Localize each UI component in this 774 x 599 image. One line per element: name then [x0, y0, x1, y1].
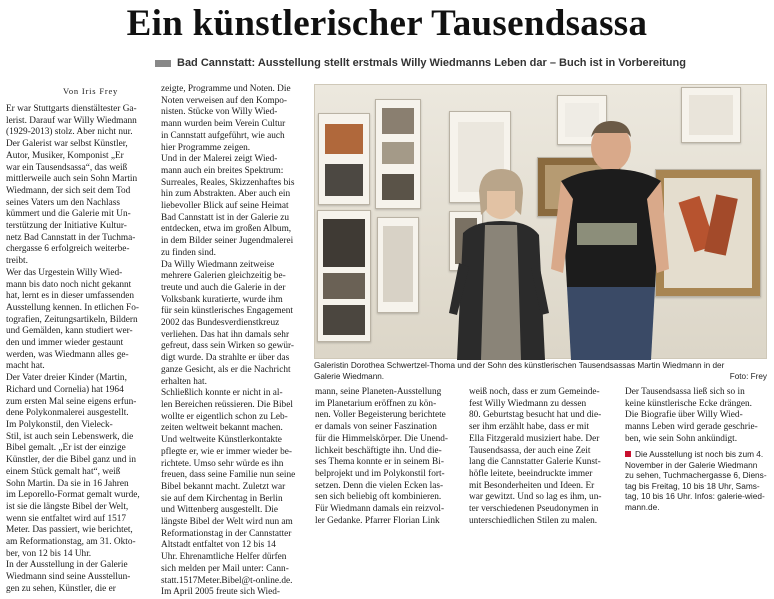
article-text-line: terstützung der Initiative Kultur- [6, 221, 127, 232]
article-text-line: hier Programme zeigen. [161, 142, 251, 153]
article-text-line: Autor, Musiker, Komponist „Er [6, 150, 124, 161]
article-text-line: setzen. Denn die vielen Ecken las- [315, 480, 444, 491]
exhibition-info-box [625, 449, 771, 513]
article-text-line: und Wittenberg ausgestellt. Die [161, 505, 279, 516]
article-text-line: belprojekt und im Polykonstil fort- [315, 468, 445, 479]
article-text-line: mann wurden beim Verein Cultur [161, 119, 286, 130]
article-text-line: treibt. [6, 256, 28, 267]
article-text-line: verliehen. Das hat ihn damals sehr [161, 329, 290, 340]
article-text-line: tografien, Zeitungsartikeln, Bildern [6, 314, 138, 325]
article-text-line: netz Bad Cannstatt in der Tuchma- [6, 232, 136, 243]
article-text-line: werden, was Wiedmann alles ge- [6, 349, 129, 360]
article-text-line: und Gemälden, kann studiert wer- [6, 326, 133, 337]
article-text-line: In der Ausstellung in der Galerie [6, 560, 128, 571]
article-text-line: im Leporello-Format gemalt wurde, [6, 490, 140, 501]
article-text-line: richtete. Umso sehr würde es ihn [161, 458, 284, 469]
info-line-4: tag bis Freitag, 10 bis 18 Uhr, Sams- [625, 480, 760, 491]
article-text-line: Da Willy Wiedmann zeitweise [161, 259, 275, 270]
article-text-line: Im Polykonstil, den Vieleck- [6, 419, 113, 430]
article-text-line: wollte er eigentlich schon zu Leb- [161, 411, 288, 422]
article-text-line: Der Tausendsassa ließ sich so in [625, 387, 745, 397]
article-text-line: Sohn Martin. Da sie in 16 Jahren [6, 478, 129, 489]
article-text-line: mittlerweile auch sein Sohn Martin [6, 174, 138, 185]
exhibit-panel [318, 113, 370, 205]
article-text-line: entdecken, etwa im großen Album, [161, 224, 292, 235]
article-column-2 [161, 84, 311, 598]
article-text-line: den und immer wieder gestaunt [6, 338, 124, 349]
photo-caption [314, 361, 767, 382]
article-text-line: macht hat. [6, 361, 45, 372]
article-text-line: Schließlich konnte er nicht in al- [161, 388, 283, 399]
article-text-line: dene Polykonmalerei ausgestellt. [6, 408, 129, 419]
article-text-line: sie auf dem Kirchentag in Berlin [161, 493, 283, 504]
article-text-line: Er war Stuttgarts dienstältester Ga- [6, 104, 137, 114]
article-column-5 [625, 387, 771, 449]
caption-line-2: Galerie Wiedmann. [314, 371, 385, 381]
article-text-line: unterschiedlichen Stilen zu malen. [469, 515, 598, 526]
article-text-line: höfle leitete, beeindruckte immer [469, 468, 593, 479]
article-text-line: Wiedmann sind seine Ausstellun- [6, 572, 131, 583]
abstract-painting [655, 169, 761, 297]
article-text-line: Und weltweite Künstlerkontakte [161, 435, 282, 446]
article-text-line: Tausendsassa, der auch eine Zeit [469, 445, 591, 456]
article-text-line: pflegte er, wie er immer wieder be- [161, 446, 293, 457]
article-text-line: Wer das Urgestein Willy Wied- [6, 267, 123, 278]
article-text-line: erhalten hat. [161, 376, 207, 387]
article-column-4 [469, 387, 619, 526]
article-text-line: ber, von 12 bis 14 Uhr. [6, 548, 92, 559]
article-text-line: lichkeit beschäftigte ihn. Und die- [315, 445, 442, 456]
article-text-line: für die Himmelskörper. Die Unend- [315, 433, 448, 444]
info-marker-icon [625, 451, 631, 457]
article-text-line: Ella Fitzgerald musiziert habe. Der [469, 433, 600, 444]
article-text-line: sen sich beliebig oft kombinieren. [315, 492, 442, 503]
article-text-line: gefreut, dass sein Wirken so gewür- [161, 341, 295, 352]
article-text-line: mann, seine Planeten-Ausstellung [315, 387, 442, 397]
exhibit-panel [375, 99, 421, 209]
article-text-line: gen zu sehen, Künstler, die er [6, 583, 116, 594]
article-text-line: statt.1517Meter.Bibel@t-online.de. [161, 575, 293, 586]
article-text-line: am Reformationstag, am 31. Okto- [6, 537, 136, 548]
article-text-line: Bibel bekannt macht. Zuletzt war [161, 481, 286, 492]
article-text-line: ist sie die längste Bibel der Welt, [6, 501, 129, 512]
article-text-line: len Bereichen reüssieren. Die Bibel [161, 399, 293, 410]
article-text-line: kümmert und die Galerie mit Un- [6, 209, 131, 220]
article-text-line: 80. Geburtstag besucht hat und die- [469, 410, 602, 421]
article-text-line: ben, wie sein Sohn ankündigt. [625, 433, 738, 444]
article-text-line: ganze Gesicht, als er die Nachricht [161, 364, 291, 375]
article-text-line: manns Leben wird gerade geschrie- [625, 422, 758, 433]
article-text-line: freuen, dass seine Familie nun seine [161, 470, 296, 481]
article-text-line: seines Vaters um den Nachlass [6, 197, 120, 208]
subline-text: Bad Cannstatt: Ausstellung stellt erstmals Willy Wiedmanns Leben dar – Buch ist in Vorbereitung [177, 57, 686, 69]
article-text-line: mit Besonderheiten und Ideen. Er [469, 480, 595, 491]
article-text-line: Der Vater dreier Kinder (Martin, [6, 373, 127, 384]
article-text-line: hat, lernt es in dieser umfassenden [6, 291, 135, 302]
article-headline: Ein künstlerischer Tausendsassa [126, 3, 648, 44]
article-text-line: Im April 2005 freute sich Wied- [161, 587, 280, 598]
article-text-line: Volksbank kuratierte, wurde ihm [161, 294, 283, 305]
article-text-line: chergasse 6 erfolgreich weiterbe- [6, 244, 130, 255]
article-text-line: er damals von seiner Faszination [315, 422, 437, 433]
article-text-line: Surreales, Reales, Skizzenhaftes bis [161, 177, 295, 188]
article-text-line: Ausstellung kennen. In etlichen Fo- [6, 302, 139, 313]
info-line-3: zu sehen, Tuchmachergasse 6, Diens- [625, 470, 767, 481]
article-text-line: ter verschiedenen Pseudonymen in [469, 504, 599, 515]
article-text-line: Bad Cannstatt ist in der Galerie zu [161, 212, 290, 223]
article-text-line: Reformationstag in der Cannstatter [161, 528, 292, 539]
article-text-line: war gewitzt. Und so lag es ihm, un- [469, 492, 602, 503]
article-subline [155, 55, 686, 71]
article-text-line: hin zum Abstrakten. Aber auch ein [161, 189, 291, 200]
article-text-line: treute und auch die Galerie in der [161, 282, 286, 293]
article-text-line: ses Thema konnte er in seinem Bi- [315, 457, 444, 468]
article-text-line: wenn sie entfaltet wird auf 1517 [6, 513, 127, 524]
person-man [551, 119, 669, 360]
article-text-line: liebevoller Blick auf seine Heimat [161, 201, 289, 212]
info-line-5: tag, 10 bis 16 Uhr. Infos: galerie-wied- [625, 491, 765, 502]
article-text-line: einem Stück gemalt hat“, weiß [6, 466, 121, 477]
article-column-1 [6, 104, 156, 594]
article-text-line: Die Biografie über Willy Wied- [625, 410, 743, 421]
article-text-line: keine künstlerische Ecke drängen. [625, 398, 753, 409]
article-text-line: zeigte, Programme und Noten. Die [161, 84, 291, 94]
article-text-line: Der Galerist war selbst Künstler, [6, 139, 128, 150]
article-text-line: Stil, ist auch sein Lebenswerk, die [6, 431, 134, 442]
article-text-line: in dem Bilder seiner Jugendmalerei [161, 236, 294, 247]
article-text-line: 2002 das Bundesverdienstkreuz [161, 318, 280, 329]
article-text-line: in Cannstatt aufgeführt, wie auch [161, 130, 285, 141]
article-column-3 [315, 387, 465, 526]
article-text-line: war ein Tausendsassa“, das weiß [6, 162, 128, 173]
article-text-line: lang die Cannstatter Galerie Kunst- [469, 457, 601, 468]
article-text-line: weiß noch, dass er zum Gemeinde- [469, 387, 600, 397]
article-text-line: nisten. Stücke von Willy Wied- [161, 107, 278, 118]
article-text-line: Altstadt entfaltet von 12 bis 14 [161, 540, 276, 551]
article-text-line: fest Willy Wiedmann zu dessen [469, 398, 587, 409]
subline-marker [155, 60, 171, 67]
article-text-line: ser ihm erzählt habe, dass er mit [469, 422, 590, 433]
article-text-line: Künstler, der die Bibel ganz und in [6, 455, 137, 466]
article-text-line: zum ersten Mal seine eigens erfun- [6, 396, 137, 407]
article-text-line: Uhr. Ehrenamtliche Helfer dürfen [161, 552, 287, 563]
article-text-line: Noten verweisen auf den Kompo- [161, 95, 287, 106]
exhibit-panel [317, 210, 371, 342]
exhibit-panel [377, 217, 419, 313]
article-text-line: im Planetarium eröffnen zu kön- [315, 398, 437, 409]
article-text-line: für sein künstlerisches Engagement [161, 306, 293, 317]
info-line-2: November in der Galerie Wiedmann [625, 459, 758, 470]
photo-credit: Foto: Frey [729, 371, 767, 381]
article-text-line: Meter. Das passiert, wie berichtet, [6, 525, 133, 536]
article-text-line: Und in der Malerei zeigt Wied- [161, 154, 278, 165]
person-woman [445, 163, 555, 360]
article-text-line: Wiedmann, der sich seit dem Tod [6, 185, 131, 196]
article-text-line: mehrere Galerien gleichzeitig be- [161, 271, 286, 282]
article-text-line: zu finden sind. [161, 247, 216, 258]
article-text-line: Bibel gemalt. „Er ist der einzige [6, 443, 126, 454]
article-text-line: sich melden per Mail unter: Cann- [161, 563, 289, 574]
article-text-line: digt wurde. Da strahlte er über das [161, 353, 290, 364]
info-line-6: mann.de. [625, 501, 660, 512]
article-text-line: nen. Voller Begeisterung berichtete [315, 410, 446, 421]
article-text-line: (1929-2013) stolz. Aber nicht nur. [6, 127, 133, 138]
byline: Von Iris Frey [63, 86, 119, 96]
info-line-1: Die Ausstellung ist noch bis zum 4. [625, 449, 771, 460]
article-text-line: Richard und Cornelia) hat 1964 [6, 384, 124, 395]
article-text-line: lerist. Darauf war Willy Wiedmann [6, 115, 137, 126]
caption-line-1: Galeristin Dorothea Schwertzel-Thoma und der Sohn des künstlerischen Tausendsassas Martin Wiedmann in der [314, 361, 725, 370]
article-text-line: längste Bibel der Welt wird nun am [161, 517, 293, 528]
article-text-line: mann bis dato noch nicht gekannt [6, 279, 132, 290]
article-text-line: Für Wiedmann damals ein reizvol- [315, 504, 445, 515]
article-photo [314, 84, 767, 359]
exhibit-panel [681, 87, 741, 143]
article-text-line: mann auch ein breites Spektrum: [161, 165, 284, 176]
article-text-line: ler Gedanke. Pfarrer Florian Link [315, 515, 440, 526]
article-text-line: zeiten weltweit bekannt machen. [161, 423, 283, 434]
